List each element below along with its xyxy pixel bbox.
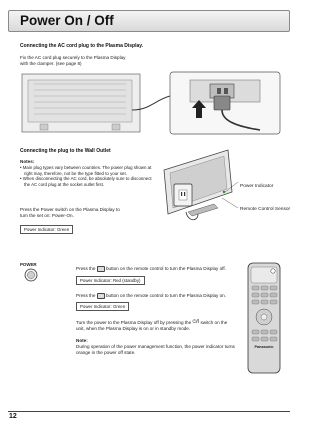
remote-off-text-b: button on the remote control to turn the Plasma Display off. [105, 266, 226, 272]
note-label: Note: [76, 338, 88, 343]
note-line-2: orange in the power off state. [76, 350, 136, 355]
remote-power-button-icon [97, 266, 105, 272]
power-standby-icon: ⏻/I [192, 319, 200, 325]
remote-control-illustration [246, 262, 282, 374]
callout-power-indicator: Power Indicator [240, 184, 274, 189]
power-button-icon [24, 268, 38, 282]
footer-rule [8, 411, 290, 412]
remote-brand-logo: Panasonic [254, 345, 274, 349]
remote-on-text-b: button on the remote control to turn the Plasma Display on. [105, 293, 226, 299]
power-indicator-red-box: Power Indicator: Red (standby) [76, 276, 145, 285]
page-number: 12 [9, 413, 17, 420]
note-text: When disconnecting the AC cord, be absolutely sure to disconnect the AC cord plug at the socket outlet first. [22, 176, 152, 187]
power-indicator-green-box: Power Indicator: Green [20, 225, 73, 234]
ac-cord-instruction-1: Fix the AC cord plug securely to the Plasma Display [20, 55, 126, 60]
remote-off-text-a: Press the [76, 266, 96, 272]
remote-power-button-icon [97, 293, 105, 299]
ac-cord-instruction-2: with the clamper. (see page 8) [20, 61, 82, 66]
page-title: Power On / Off [20, 13, 114, 28]
unit-switch-instruction-2: unit, when the Plasma Display is on or in standby mode. [76, 326, 191, 331]
remote-on-instruction [76, 293, 226, 299]
power-switch-instruction-2: turn the set on: Power-On. [20, 213, 74, 218]
unit-switch-text-a: Turn the power to the Plasma Display off by pressing the [76, 320, 192, 326]
page-title-bar [8, 10, 290, 32]
note-item: • When disconnecting the AC cord, be absolutely sure to disconnect the AC cord plug at the socket outlet first. [20, 176, 152, 187]
remote-off-instruction [76, 266, 226, 272]
power-button-label: POWER [20, 262, 37, 267]
note-line-1: During operation of the power management function, the power indicator turns [76, 344, 235, 349]
callout-remote-control-sensor: Remote Control Sensor [240, 207, 291, 212]
power-indicator-green-box-2: Power Indicator: Green [76, 302, 129, 311]
notes-label: Notes: [20, 159, 35, 164]
remote-on-text-a: Press the [76, 293, 96, 299]
notes-list [20, 165, 152, 187]
note-text: Main plug types vary between countries. The power plug shown at right may, therefore, not be the type fitted to your set. [22, 165, 152, 176]
power-switch-instruction-1: Press the Power switch on the Plasma Display to [20, 207, 120, 212]
unit-switch-text-b: switch on the [200, 320, 228, 326]
ac-cord-heading: Connecting the AC cord plug to the Plasma Display. [20, 43, 144, 49]
wall-outlet-heading: Connecting the plug to the Wall Outlet [20, 148, 111, 154]
note-item: • Main plug types vary between countries. The power plug shown at right may, therefore, not be the type fitted to your set. [20, 165, 152, 176]
ac-cord-illustration [20, 70, 282, 136]
